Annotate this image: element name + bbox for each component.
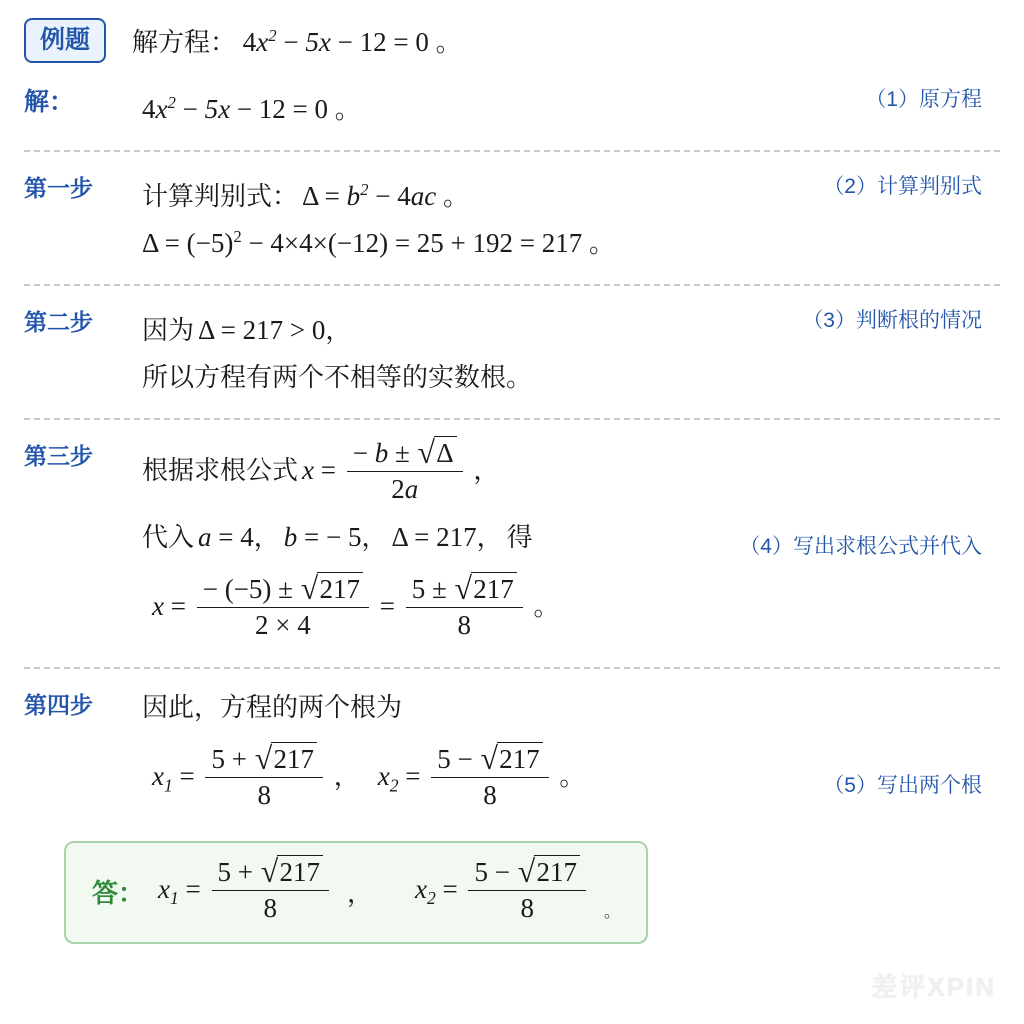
annotation-1: （1）原方程 (865, 88, 982, 111)
problem-statement (132, 22, 462, 59)
answer-root-x2: $x_2$ = 5 − √ 217 8 (415, 857, 590, 926)
step-4-line-2: $x_1$ = 5 + √ 217 8 ， $x_2$ = 5 − √ 217 8 。 (152, 740, 586, 811)
problem-prefix: 解方程： (132, 28, 237, 57)
annotation-2: （2）计算判别式 (823, 175, 982, 198)
divider-1 (24, 150, 1000, 152)
step-4-label: 第四步 (24, 692, 93, 719)
annotation-4: （4）写出求根公式并代入 (739, 535, 982, 558)
get-text: 得 (506, 523, 533, 553)
because-text: 因为 (142, 316, 195, 345)
annotation-5: （5）写出两个根 (823, 774, 982, 798)
substitute-text: 代入 (142, 523, 195, 553)
answer-label: 答： (92, 878, 145, 909)
discriminant-label: 计算判别式： (142, 182, 299, 211)
step-3-label: 第三步 (24, 443, 93, 469)
quadratic-formula: x = − b ± √ Δ 2a (302, 455, 473, 485)
step-1-line-2: $\Delta = (-5)^2 - 4\times 4\times(-12) = 25 + 192 = 217$ 。 (142, 227, 616, 258)
step-1-label: 第一步 (24, 175, 93, 201)
answer-period: 。 (603, 904, 620, 922)
period: 。 (533, 591, 560, 621)
problem-equation: $4x^2 - 5x - 12 = 0$ (242, 26, 429, 57)
discriminant-positive: Δ = 217 > 0 (198, 315, 326, 345)
step-2-row (24, 300, 1000, 404)
step-4-line-1: 因此，方程的两个根为 (142, 693, 403, 723)
step-4-body (142, 683, 1000, 823)
answer-root-x1: $x_1$ = 5 + √ 217 8 (158, 857, 333, 926)
step-3-line-3 (152, 570, 990, 643)
divider-4 (24, 667, 1000, 669)
by-formula-text: 根据求根公式 (142, 455, 299, 485)
divider-3 (24, 418, 1000, 420)
solution-label: 解： (24, 88, 75, 116)
period: 。 (334, 95, 361, 124)
step-3-line-1: 根据求根公式 x = − b ± √ Δ 2a ， (142, 434, 500, 505)
substituted-values: a = 4 (198, 522, 254, 553)
step-3-row (24, 434, 1000, 653)
watermark: 差评XPIN (871, 972, 996, 1002)
period: 。 (559, 761, 586, 791)
step-3-line-2: 代入 a = 4， b = − 5， Δ = 217， 得 (142, 522, 533, 553)
example-badge: 例题 (24, 18, 106, 63)
problem-period: 。 (435, 28, 462, 57)
answer-box: 答： $x_1$ = 5 + √ 217 8 ， $x_2$ = 5 − √ 217 8 。 (64, 841, 648, 944)
annotation-3: （3）判断根的情况 (802, 309, 982, 332)
root-x1: $x_1$ = 5 + √ 217 8 (152, 761, 334, 791)
step-2-line-1: 因为 Δ = 217 > 0， (142, 315, 352, 345)
step-4-row (24, 683, 1000, 823)
example-title-row (24, 18, 1000, 63)
step-2-line-2: 所以方程有两个不相等的实数根。 (142, 363, 533, 392)
solution-row (24, 79, 1000, 136)
step-1-row (24, 166, 1000, 270)
divider-2 (24, 284, 1000, 286)
discriminant-formula: $\Delta = b^2 - 4ac$ (302, 180, 443, 211)
period: 。 (589, 229, 616, 258)
step-2-label: 第二步 (24, 309, 93, 335)
period: 。 (442, 182, 469, 211)
original-equation: $4x^2 - 5x - 12 = 0$ 。 (142, 93, 361, 124)
formula-substituted: x = − (−5) ± √ 217 2 × 4 = 5 ± √ 217 8 (152, 591, 534, 621)
root-x2: $x_2$ = 5 − √ 217 8 (378, 761, 560, 791)
